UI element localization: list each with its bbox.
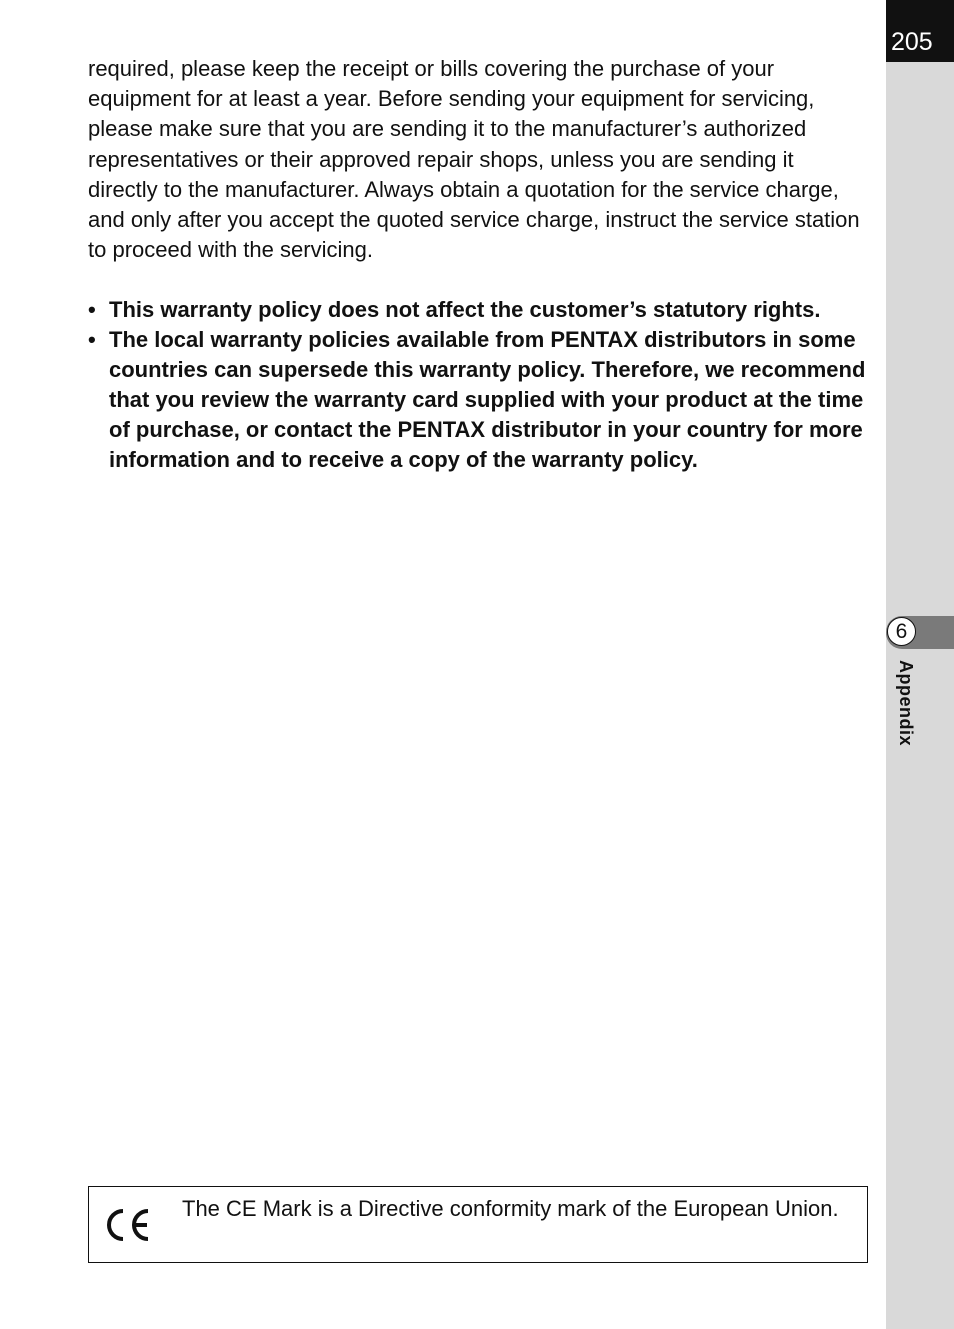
page-number: 205 xyxy=(891,28,933,56)
warranty-notes-list xyxy=(88,295,868,476)
bullet-text: This warranty policy does not affect the customer’s statutory rights. xyxy=(109,297,821,322)
bullet-text: The local warranty policies available from PENTAX distributors in some countries can supersede this warranty policy. Therefore, we recommend that you review the warranty card supplied with your product at the time of purchase, or contact the PENTAX distributor in your country for more information and to receive a copy of the warranty policy. xyxy=(109,327,866,473)
list-item xyxy=(88,325,868,475)
ce-mark-icon xyxy=(103,1205,153,1245)
list-item xyxy=(88,295,868,325)
warranty-service-paragraph: required, please keep the receipt or bills covering the purchase of your equipment for at least a year. Before sending your equipment for servicing, please make sure that you are sending it to the manufacturer’s authorized representatives or their approved repair shops, unless you are sending it directly to the manufacturer. Always obtain a quotation for the service charge, and only after you accept the quoted service charge, instruct the service station to proceed with the servicing. xyxy=(88,56,860,263)
ce-notice-box xyxy=(88,1186,868,1263)
bullet-marker: • xyxy=(88,327,96,353)
bullet-marker: • xyxy=(88,297,96,322)
chapter-number: 6 xyxy=(887,617,916,646)
chapter-title: Appendix xyxy=(896,660,916,747)
ce-notice-text: The CE Mark is a Directive conformity mark of the European Union. xyxy=(182,1196,839,1221)
